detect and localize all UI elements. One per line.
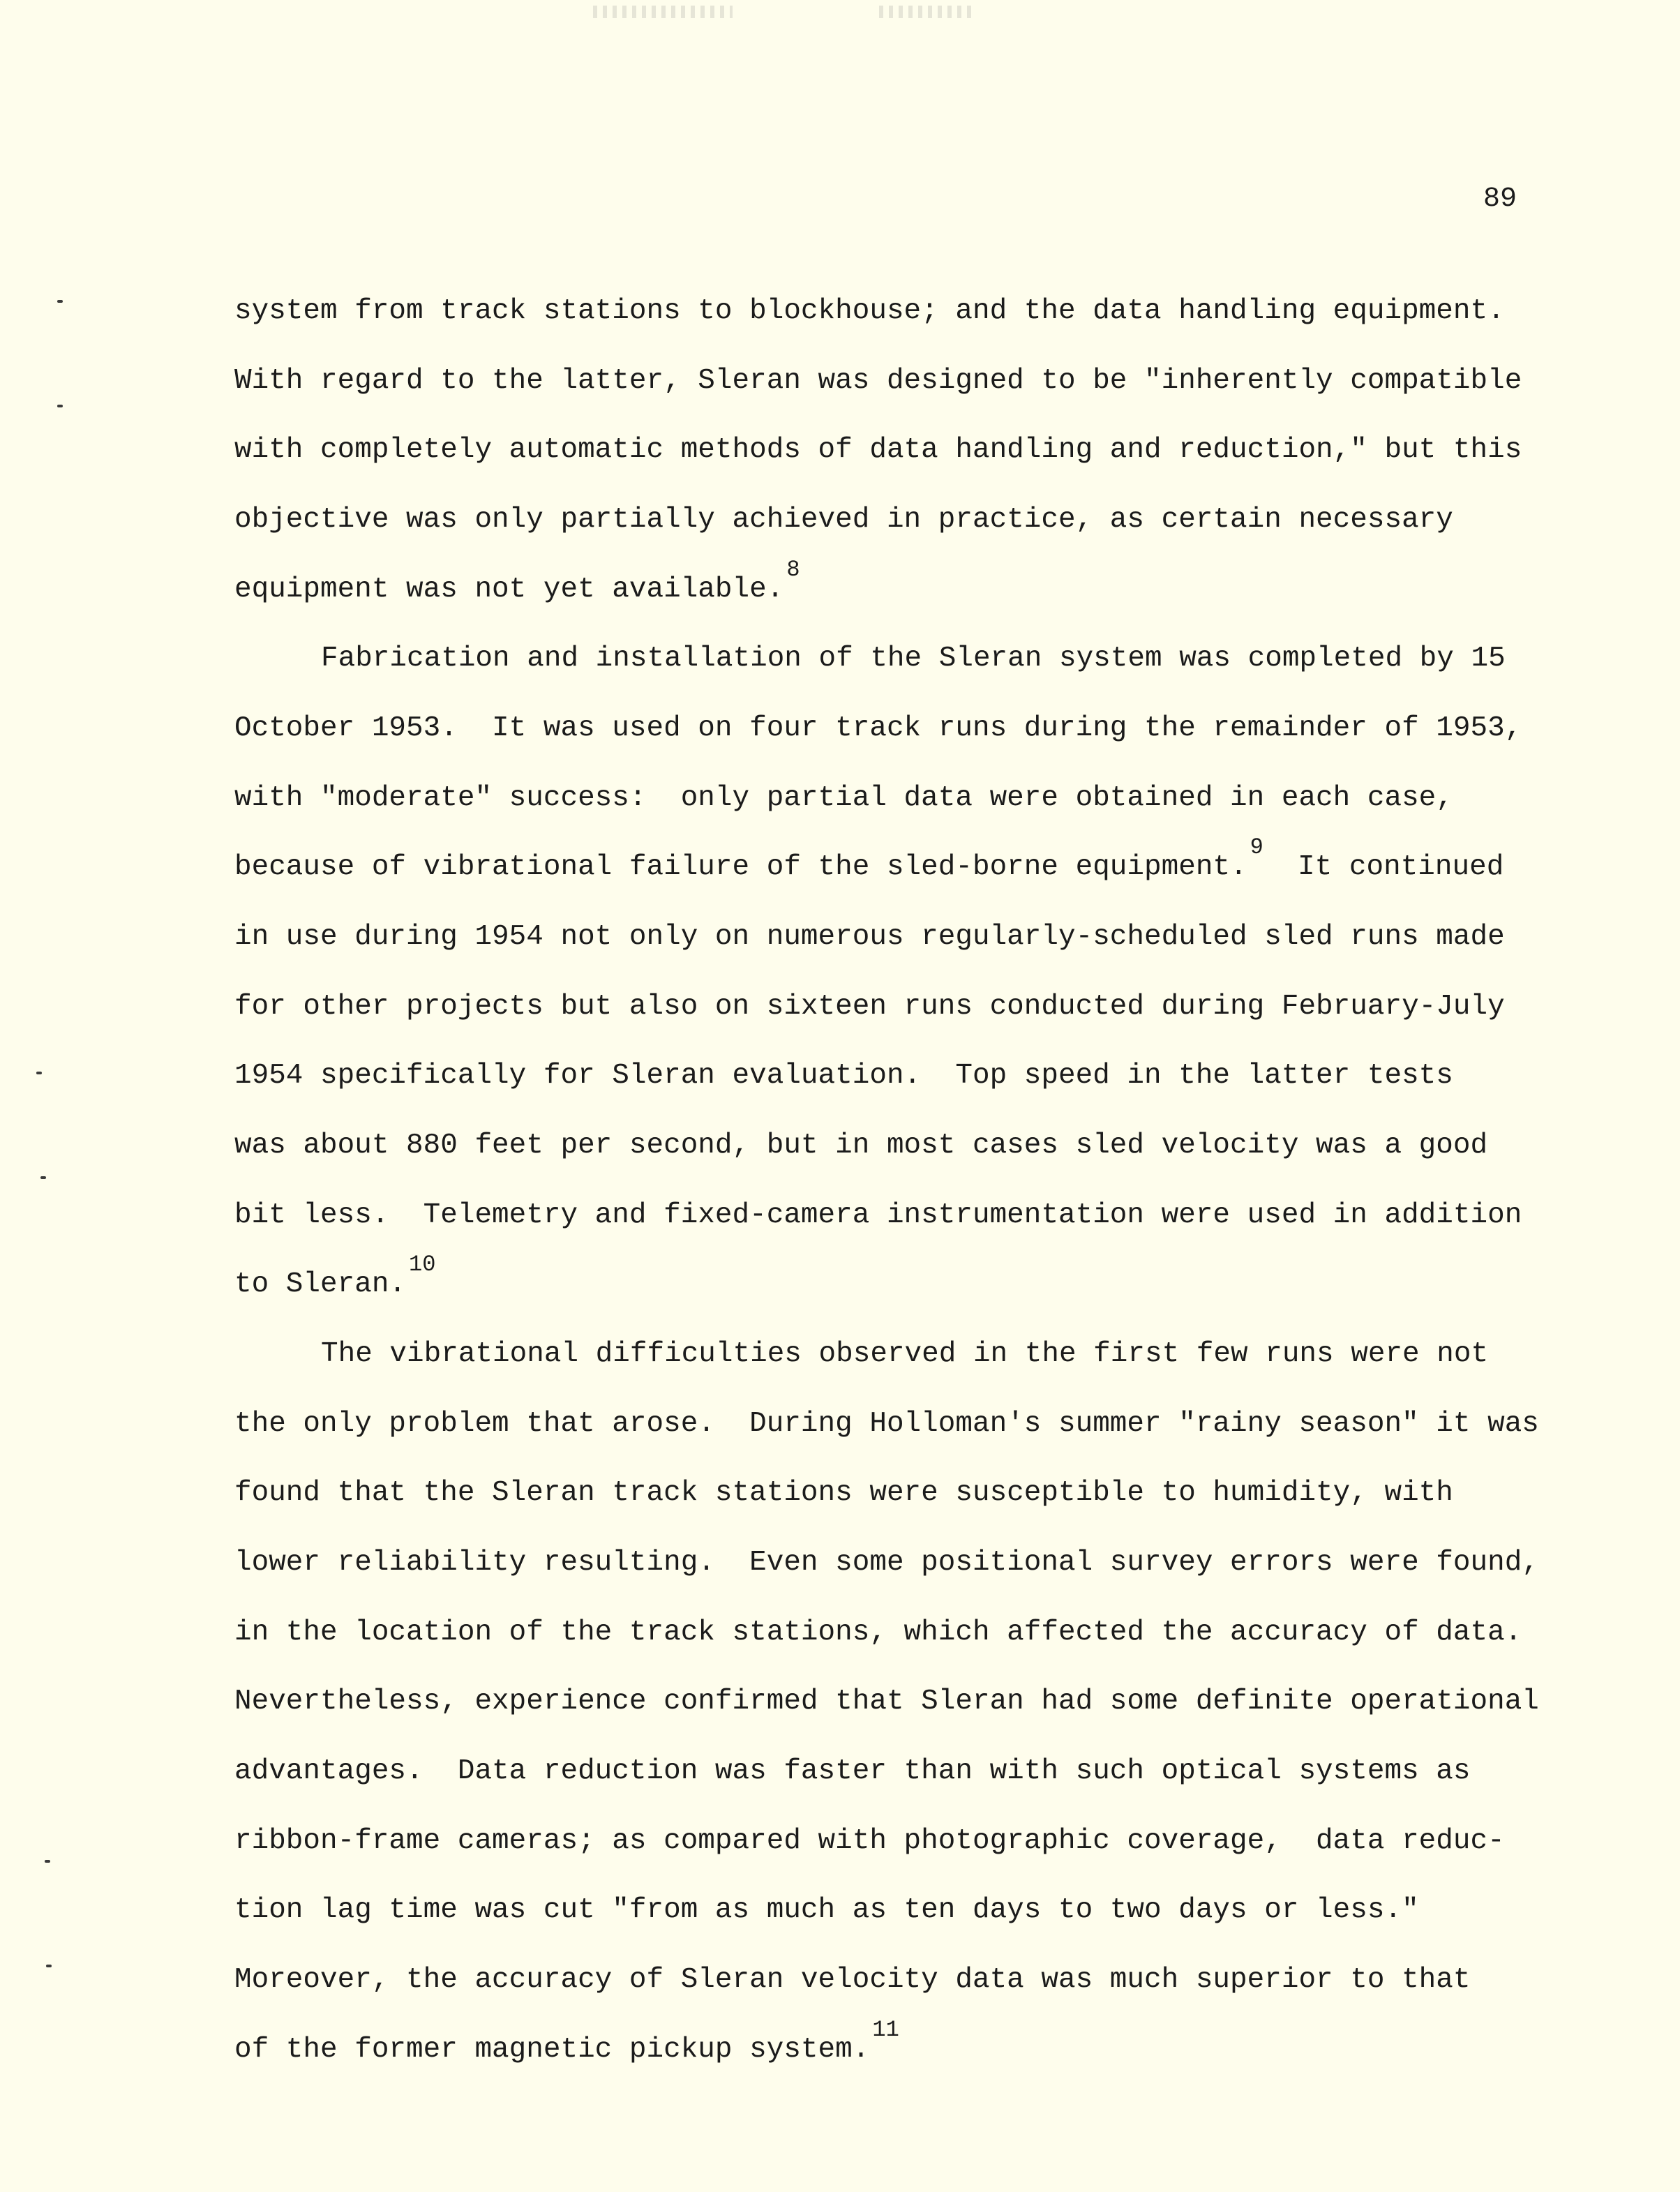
line-text: with "moderate" success: only partial data were obtained in each case,: [234, 782, 1453, 814]
text-line: [234, 2017, 899, 2069]
text-line: [321, 1335, 1488, 1374]
text-line: [234, 1126, 1487, 1165]
line-text: for other projects but also on sixteen runs conducted during February-July: [234, 991, 1505, 1023]
line-text: of the former magnetic pickup system.: [234, 2034, 870, 2066]
margin-mark: [57, 300, 63, 303]
text-line: [234, 1404, 1539, 1443]
margin-mark: [45, 1860, 50, 1863]
line-text: tion lag time was cut "from as much as ten days to two days or less.": [234, 1894, 1419, 1926]
text-line: [234, 1752, 1471, 1791]
text-line: [234, 1252, 436, 1304]
text-line: [234, 987, 1505, 1026]
margin-mark: [36, 1072, 42, 1074]
text-line: [234, 709, 1522, 748]
line-text: Fabrication and installation of the Sleran system was completed by 15: [321, 643, 1506, 675]
text-line: [234, 1682, 1539, 1721]
text-line: [234, 1473, 1453, 1512]
line-text: October 1953. It was used on four track runs during the remainder of 1953,: [234, 712, 1522, 744]
text-line: [321, 639, 1506, 678]
line-text: was about 880 feet per second, but in most cases sled velocity was a good: [234, 1129, 1488, 1162]
text-line: [234, 917, 1505, 956]
line-text: advantages. Data reduction was faster than with such optical systems as: [234, 1755, 1471, 1787]
line-text: with completely automatic methods of data handling and reduction," but this: [234, 434, 1522, 466]
line-text: in the location of the track stations, which affected the accuracy of data.: [234, 1616, 1522, 1649]
text-line: [234, 557, 800, 609]
margin-mark: [40, 1176, 46, 1179]
margin-mark: [57, 405, 63, 407]
line-text: in use during 1954 not only on numerous regularly-scheduled sled runs made: [234, 921, 1505, 953]
text-line: [234, 292, 1505, 331]
line-text: 1954 specifically for Sleran evaluation. Top speed in the latter tests: [234, 1060, 1453, 1092]
text-line: [234, 1543, 1539, 1582]
line-text: because of vibrational failure of the sled-borne equipment.: [234, 851, 1247, 883]
text-line: [234, 1613, 1522, 1652]
line-text: Moreover, the accuracy of Sleran velocity data was much superior to that: [234, 1964, 1471, 1996]
page-number: 89: [1483, 183, 1517, 215]
line-text: the only problem that arose. During Holloman's summer "rainy season" it was: [234, 1408, 1539, 1440]
footnote-marker: 10: [409, 1252, 436, 1277]
scan-artifact-top: [593, 6, 733, 18]
scan-artifact-top-2: [879, 6, 977, 18]
text-line: [234, 1822, 1505, 1861]
text-line: [234, 500, 1453, 539]
line-text: With regard to the latter, Sleran was designed to be "inherently compatible: [234, 365, 1522, 397]
line-text: bit less. Telemetry and fixed-camera instrumentation were used in addition: [234, 1199, 1522, 1231]
line-text: found that the Sleran track stations were susceptible to humidity, with: [234, 1477, 1453, 1509]
text-line: [234, 1891, 1419, 1930]
line-text: objective was only partially achieved in practice, as certain necessary: [234, 504, 1453, 536]
footnote-marker: 8: [786, 557, 800, 583]
line-text-continued: It continued: [1263, 851, 1504, 883]
text-line: [234, 1196, 1522, 1235]
text-line: [234, 1056, 1453, 1095]
line-text: Nevertheless, experience confirmed that Sleran had some definite operational: [234, 1686, 1539, 1718]
text-line: [234, 1960, 1471, 1999]
line-text: system from track stations to blockhouse; and the data handling equipment.: [234, 295, 1505, 327]
text-line: [234, 779, 1453, 818]
text-line: [234, 834, 1504, 887]
text-line: [234, 430, 1522, 470]
line-text: equipment was not yet available.: [234, 573, 784, 606]
text-line: [234, 361, 1522, 400]
line-text: to Sleran.: [234, 1268, 407, 1300]
footnote-marker: 11: [872, 2017, 899, 2043]
margin-mark: [46, 1965, 52, 1967]
line-text: ribbon-frame cameras; as compared with photographic coverage, data reduc-: [234, 1825, 1505, 1857]
footnote-marker: 9: [1250, 834, 1263, 860]
line-text: The vibrational difficulties observed in the first few runs were not: [321, 1338, 1489, 1370]
line-text: lower reliability resulting. Even some positional survey errors were found,: [234, 1547, 1539, 1579]
